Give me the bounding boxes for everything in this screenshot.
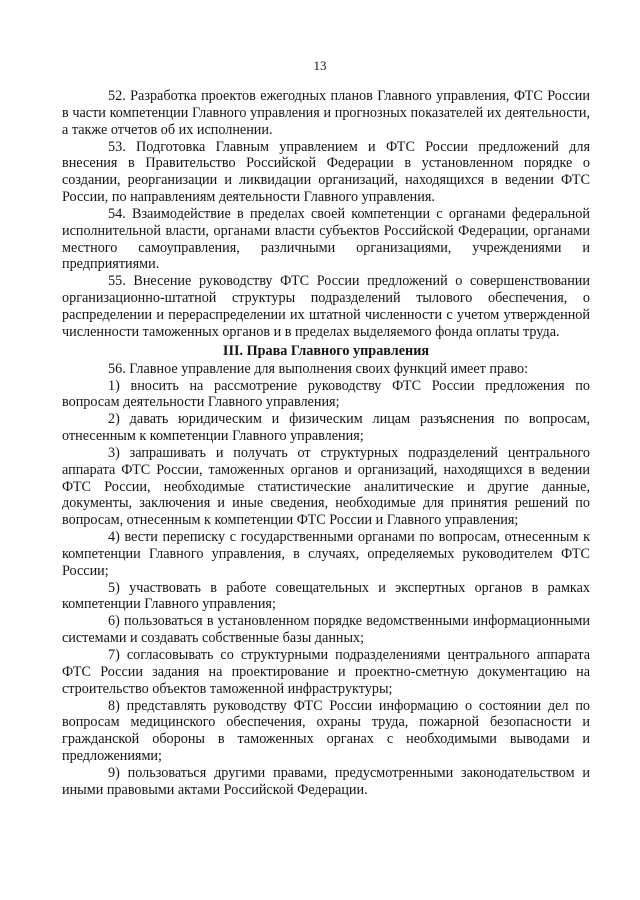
rights-item-1: 1) вносить на рассмотрение руководству ФТС России предложения по вопросам деятельности Главного управления; <box>62 377 590 411</box>
rights-item-3: 3) запрашивать и получать от структурных подразделений центрального аппарата ФТС России, таможенных органов и организаций, находящихся в ведении ФТС России, необходимые статистические аналитические и другие данные, документы, заключения и иные сведения, необходимые для принятия решений по вопросам, отнесенным к компетенции ФТС России и Главного управления; <box>62 444 590 529</box>
paragraph-53: 53. Подготовка Главным управлением и ФТС России предложений для внесения в Правительство Российской Федерации в установленном порядке о создании, реорганизации и ликвидации организаций, находящихся в ведении ФТС России, по направлениям деятельности Главного управления. <box>62 138 590 206</box>
rights-item-2: 2) давать юридическим и физическим лицам разъяснения по вопросам, отнесенным к компетенции Главного управления; <box>62 411 590 445</box>
document-body <box>62 88 590 799</box>
rights-item-5: 5) участвовать в работе совещательных и экспертных органов в рамках компетенции Главного управления; <box>62 579 590 613</box>
paragraph-55: 55. Внесение руководству ФТС России предложений о совершенствовании организационно-штатной структуры подразделений тылового обеспечения, о распределении и перераспределении их штатной численности с учетом утвержденной численности таможенных органов и в пределах выделяемого фонда оплаты труда. <box>62 273 590 340</box>
page-number: 13 <box>313 58 327 73</box>
rights-item-8: 8) представлять руководству ФТС России информацию о состоянии дел по вопросам медицинского обеспечения, охраны труда, пожарной безопасности и гражданской обороны в таможенных органах с необходимыми выводами и предложениями; <box>62 697 590 765</box>
rights-item-6: 6) пользоваться в установленном порядке ведомственными информационными системами и создавать собственные базы данных; <box>62 613 590 647</box>
rights-item-9: 9) пользоваться другими правами, предусмотренными законодательством и иными правовыми актами Российской Федерации. <box>62 764 590 798</box>
rights-item-7: 7) согласовывать со структурными подразделениями центрального аппарата ФТС России задания на проектирование и проектно-сметную документацию на строительство объектов таможенной инфраструктуры; <box>62 647 590 697</box>
paragraph-54: 54. Взаимодействие в пределах своей компетенции с органами федеральной исполнительной власти, органами власти субъектов Российской Федерации, органами местного самоуправления, различными организациями, учреждениями и предприятиями. <box>62 205 590 273</box>
paragraph-52: 52. Разработка проектов ежегодных планов Главного управления, ФТС России в части компетенции Главного управления и прогнозных показателей их деятельности, а также отчетов об их исполнении. <box>62 88 590 138</box>
rights-item-4: 4) вести переписку с государственными органами по вопросам, отнесенным к компетенции Главного управления, в случаях, определяемых руководителем ФТС России; <box>62 529 590 579</box>
section-heading: III. Права Главного управления <box>222 342 430 359</box>
paragraph-56: 56. Главное управление для выполнения своих функций имеет право: <box>108 360 529 377</box>
